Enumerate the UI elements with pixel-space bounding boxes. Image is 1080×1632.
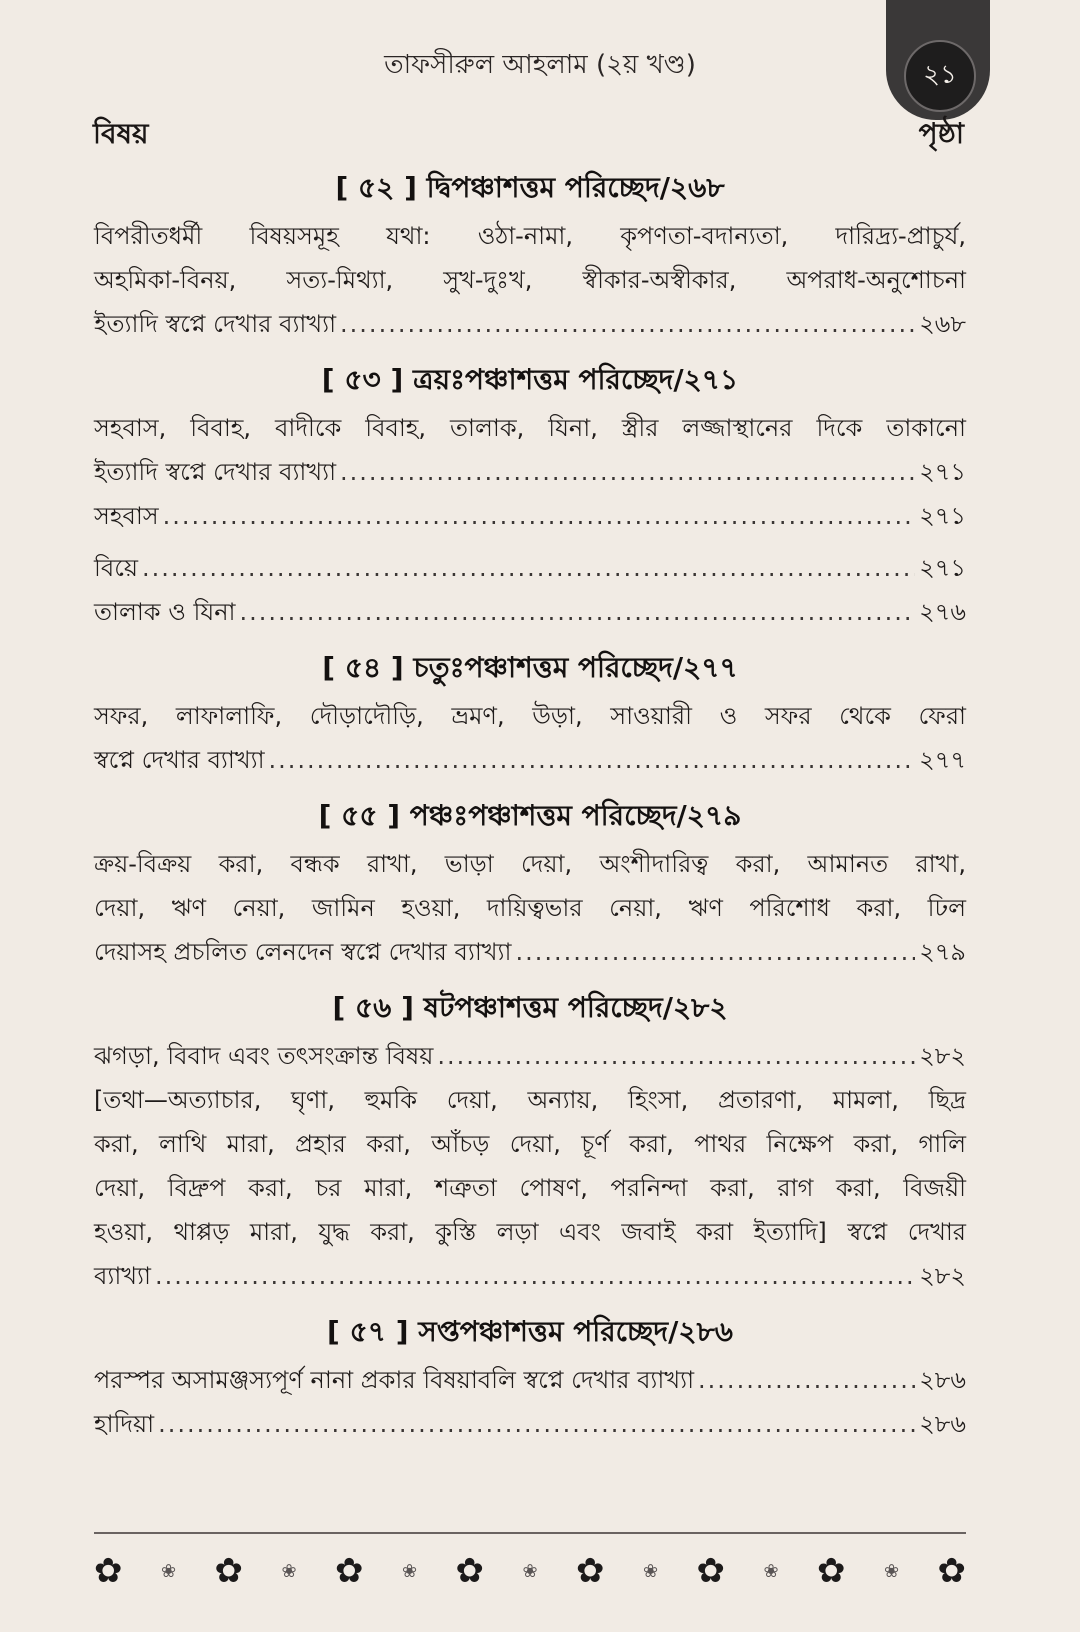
toc-description-line: ক্রয়-বিক্রয় করা, বন্ধক রাখা, ভাড়া দেয়া, অংশীদারিত্ব করা, আমানত রাখা,	[94, 850, 966, 878]
flower-small-icon: ❀	[522, 1560, 538, 1582]
toc-entry-page: ২৮২	[919, 1042, 966, 1070]
dot-leader	[240, 590, 916, 634]
dot-leader	[340, 450, 915, 494]
toc-entry	[94, 1402, 966, 1446]
toc-entry-page: ২৭৯	[919, 938, 966, 966]
toc-entry-page: ২৭৬	[919, 598, 966, 626]
column-heading-subject: বিষয়	[93, 117, 149, 150]
dot-leader	[163, 494, 916, 538]
toc-description-line: সহবাস, বিবাহ, বাদীকে বিবাহ, তালাক, যিনা, স্ত্রীর লজ্জাস্থানের দিকে তাকানো	[94, 414, 966, 442]
toc-entry-text: বিয়ে	[94, 554, 139, 582]
toc-entry-page: ২৮২	[919, 1262, 966, 1290]
toc-description-line: দেয়া, বিদ্রুপ করা, চর মারা, শত্রুতা পোষণ, পরনিন্দা করা, রাগ করা, বিজয়ী	[94, 1174, 966, 1202]
dot-leader	[515, 930, 915, 974]
toc-entry-text: ঝগড়া, বিবাদ এবং তৎসংক্রান্ত বিষয়	[94, 1042, 434, 1070]
toc-entry	[94, 738, 966, 782]
toc-entry	[94, 450, 966, 494]
toc-description-line: [তথা—অত্যাচার, ঘৃণা, হুমকি দেয়া, অন্যায়, হিংসা, প্রতারণা, মামলা, ছিদ্র	[94, 1086, 966, 1114]
footer-rule	[94, 1532, 966, 1534]
dot-leader	[155, 1254, 915, 1298]
toc-entry-text: দেয়াসহ প্রচলিত লেনদেন স্বপ্নে দেখার ব্যাখ্যা	[94, 938, 512, 966]
toc-description-line: সফর, লাফালাফি, দৌড়াদৌড়ি, ভ্রমণ, উড়া, সাওয়ারী ও সফর থেকে ফেরা	[94, 702, 966, 730]
toc-entry	[94, 1254, 966, 1298]
flower-icon: ✿	[94, 1551, 123, 1591]
flower-icon: ✿	[817, 1551, 846, 1591]
toc-entry-text: তালাক ও যিনা	[94, 598, 236, 626]
dot-leader	[158, 1402, 915, 1446]
toc-description-line: করা, লাথি মারা, প্রহার করা, আঁচড় দেয়া, চূর্ণ করা, পাথর নিক্ষেপ করা, গালি	[94, 1130, 966, 1158]
flower-icon: ✿	[576, 1551, 605, 1591]
toc-description-line: বিপরীতধর্মী বিষয়সমূহ যথা: ওঠা-নামা, কৃপণতা-বদান্যতা, দারিদ্র্য-প্রাচুর্য,	[94, 222, 966, 250]
toc-description-line: দেয়া, ঋণ নেয়া, জামিন হওয়া, দায়িত্বভার নেয়া, ঋণ পরিশোধ করা, ঢিল	[94, 894, 966, 922]
toc-entry-page: ২৮৬	[919, 1366, 966, 1394]
column-heading-page: পৃষ্ঠা	[918, 117, 964, 150]
dot-leader	[698, 1358, 915, 1402]
toc-entry	[94, 546, 966, 590]
toc-entry-page: ২৭১	[919, 554, 966, 582]
flower-small-icon: ❀	[160, 1560, 177, 1582]
toc-entry	[94, 302, 966, 346]
toc-entry-text: সহবাস	[94, 502, 159, 530]
toc-description-line: হওয়া, থাপ্পড় মারা, যুদ্ধ করা, কুস্তি লড়া এবং জবাই করা ইত্যাদি] স্বপ্নে দেখার	[94, 1218, 966, 1246]
table-of-contents	[94, 162, 966, 1446]
chapter-heading: [ ৫২ ] দ্বিপঞ্চাশত্তম পরিচ্ছেদ/২৬৮	[335, 171, 725, 204]
chapter-heading: [ ৫৪ ] চতুঃপঞ্চাশত্তম পরিচ্ছেদ/২৭৭	[322, 651, 738, 684]
dot-leader	[437, 1034, 915, 1078]
running-header: তাফসীরুল আহলাম (২য় খণ্ড)	[384, 50, 696, 80]
toc-entry	[94, 590, 966, 634]
chapter-heading: [ ৫৩ ] ত্রয়ঃপঞ্চাশত্তম পরিচ্ছেদ/২৭১	[321, 363, 739, 396]
toc-entry-text: ইত্যাদি স্বপ্নে দেখার ব্যাখ্যা	[94, 458, 337, 486]
chapter-heading: [ ৫৭ ] সপ্তপঞ্চাশত্তম পরিচ্ছেদ/২৮৬	[327, 1315, 733, 1348]
toc-entry-text: ইত্যাদি স্বপ্নে দেখার ব্যাখ্যা	[94, 310, 337, 338]
dot-leader	[340, 302, 915, 346]
toc-entry-page: ২৭৭	[919, 746, 966, 774]
toc-entry	[94, 1358, 966, 1402]
toc-entry	[94, 1034, 966, 1078]
flower-icon: ✿	[696, 1551, 725, 1591]
flower-icon: ✿	[214, 1551, 243, 1591]
toc-entry-page: ২৭১	[919, 502, 966, 530]
toc-description-line: অহমিকা-বিনয়, সত্য-মিথ্যা, সুখ-দুঃখ, স্বীকার-অস্বীকার, অপরাধ-অনুশোচনা	[94, 266, 966, 294]
page-number-badge: ২১	[904, 40, 976, 112]
flower-small-icon: ❀	[401, 1560, 418, 1582]
dot-leader	[142, 546, 915, 590]
flower-small-icon: ❀	[281, 1560, 297, 1582]
toc-entry	[94, 930, 966, 974]
chapter-heading: [ ৫৫ ] পঞ্চঃপঞ্চাশত্তম পরিচ্ছেদ/২৭৯	[318, 799, 742, 832]
toc-entry-page: ২৮৬	[919, 1410, 966, 1438]
chapter-heading: [ ৫৬ ] ষটপঞ্চাশত্তম পরিচ্ছেদ/২৮২	[332, 991, 728, 1024]
flower-icon: ✿	[455, 1551, 484, 1591]
flower-small-icon: ❀	[883, 1560, 900, 1582]
dot-leader	[269, 738, 916, 782]
toc-entry	[94, 494, 966, 538]
toc-entry-text: পরস্পর অসামঞ্জস্যপূর্ণ নানা প্রকার বিষয়াবলি স্বপ্নে দেখার ব্যাখ্যা	[94, 1366, 695, 1394]
toc-entry-text: হাদিয়া	[94, 1410, 155, 1438]
flower-small-icon: ❀	[642, 1560, 659, 1582]
toc-entry-page: ২৭১	[919, 458, 966, 486]
flower-icon: ✿	[335, 1551, 364, 1591]
flower-icon: ✿	[937, 1551, 966, 1591]
toc-entry-page: ২৬৮	[919, 310, 966, 338]
footer-ornament	[94, 1546, 966, 1596]
flower-small-icon: ❀	[763, 1560, 779, 1582]
toc-entry-text: স্বপ্নে দেখার ব্যাখ্যা	[94, 746, 265, 774]
toc-entry-text: ব্যাখ্যা	[94, 1262, 151, 1290]
